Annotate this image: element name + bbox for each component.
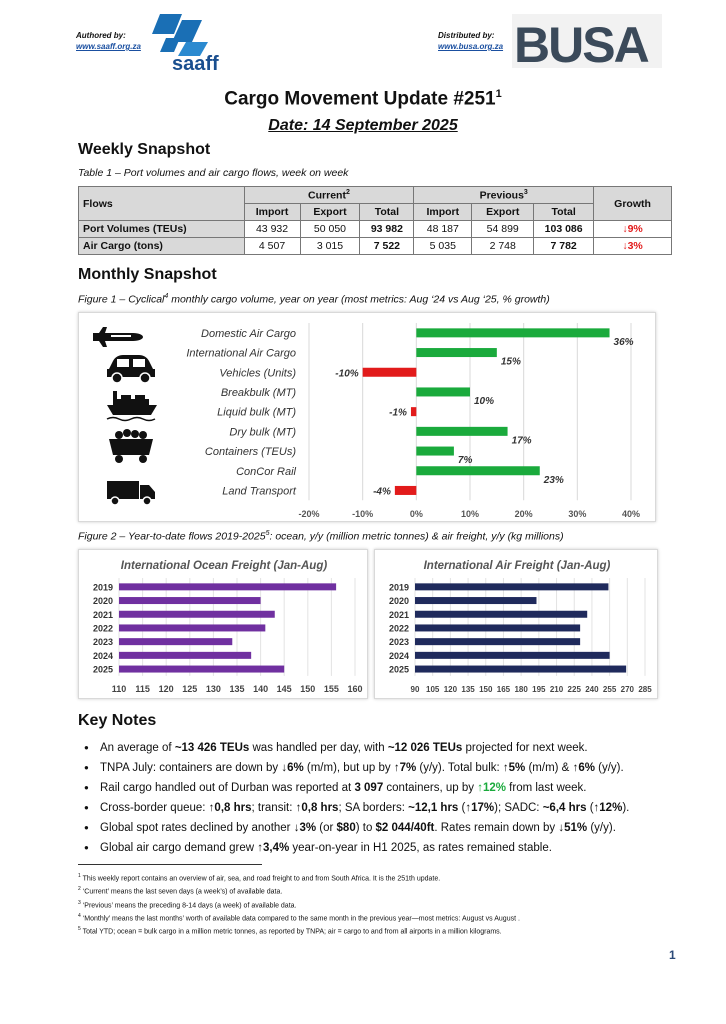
figure1-caption: Figure 1 – Cyclical$^4$ monthly cargo volume, year on year (most metrics: Aug ‘24 vs Aug ‘25, % growth): [78, 293, 550, 306]
data-label: -10%: [335, 368, 359, 380]
data-label: 7%: [457, 455, 473, 467]
x-tick-label: 270: [620, 685, 634, 694]
authored-block: [76, 30, 141, 52]
bar: [415, 583, 608, 590]
bar: [119, 638, 232, 645]
list-item: ● Cross-border queue: ↑0,8 hrs; transit: ↑0,8 hrs; SA borders: ~12,1 hrs (↑17%); SADC: ~6,4 hrs (↑12%).: [78, 798, 698, 818]
category-label: 2020: [388, 596, 409, 607]
category-label: 2021: [388, 609, 409, 620]
authored-label: Authored by:: [76, 31, 126, 40]
x-tick-label: 115: [135, 684, 150, 694]
bar: [119, 652, 251, 659]
report-date: Date: 14 September 2025: [268, 117, 458, 134]
data-label: 17%: [511, 435, 532, 447]
category-label: 2025: [92, 664, 113, 675]
figure1-chart: [78, 312, 656, 522]
bar: [416, 348, 497, 357]
busa-logo-text: BUSA: [514, 17, 648, 68]
x-tick-label: 240: [585, 685, 599, 694]
bar: [416, 328, 609, 337]
category-label: ConCor Rail: [236, 465, 296, 478]
bar: [119, 666, 284, 673]
x-tick-label: 125: [182, 684, 198, 694]
col-prev-total: Total: [534, 204, 594, 221]
busa-link[interactable]: www.busa.org.za: [438, 42, 504, 51]
coal-wagon-icon: [109, 429, 153, 463]
x-tick-label: 90: [410, 685, 420, 694]
category-label: 2019: [92, 582, 113, 593]
weekly-heading: Weekly Snapshot: [78, 141, 211, 158]
bar: [395, 486, 416, 495]
table-row: Port Volumes (TEUs) 43 932 50 050 93 982 48 187 54 899 103 086 ↓9%: [79, 221, 672, 238]
flows-table: [78, 186, 672, 255]
list-item: ● TNPA July: containers are down by ↓6% (m/m), but up by ↑7% (y/y). Total bulk: ↑5% (m/m) & ↑6% (y/y).: [78, 758, 698, 778]
bar: [119, 624, 265, 631]
category-label: 2022: [92, 623, 113, 634]
bar: [416, 466, 539, 475]
truck-icon: [107, 481, 155, 505]
x-tick-label: 10%: [460, 509, 480, 519]
list-item: ● Rail cargo handled out of Durban was reported at 3 097 containers, up by ↑12% from last week.: [78, 778, 698, 798]
footnote: $^1$ This weekly report contains an overview of air, sea, and road freight to and from South Africa. It is the 251th update.: [78, 873, 441, 883]
x-tick-label: -10%: [352, 509, 374, 519]
page-number: 1: [669, 948, 676, 962]
bar: [416, 387, 470, 396]
x-tick-label: 145: [276, 684, 292, 694]
x-tick-label: 150: [300, 684, 316, 694]
data-label: 23%: [543, 474, 564, 486]
category-label: Dry bulk (MT): [229, 426, 296, 439]
bar: [411, 407, 416, 416]
bar: [415, 638, 580, 645]
footnote: $^4$ ‘Monthly’ means the last months’ worth of available data compared to the same month in the previous year—most metrics: August vs August .: [78, 912, 520, 923]
x-tick-label: 285: [638, 685, 652, 694]
bar: [415, 597, 536, 604]
x-tick-label: 150: [479, 685, 493, 694]
footnote: $^3$ ‘Previous’ means the preceding 8-14 days (a week) of available data.: [78, 899, 297, 909]
figure1-svg: [79, 313, 657, 523]
x-tick-label: 135: [229, 684, 245, 694]
list-item: ● Global spot rates declined by another ↓3% (or $80) to $2 044/40ft. Rates remain down by ↓51% (y/y).: [78, 818, 698, 838]
col-cur-export: Export: [300, 204, 360, 221]
col-flows: Flows: [79, 187, 245, 221]
category-label: Vehicles (Units): [219, 367, 296, 380]
busa-logo: [512, 14, 662, 68]
col-prev-import: Import: [414, 204, 472, 221]
bar: [363, 368, 417, 377]
x-tick-label: 110: [111, 684, 127, 694]
category-label: Breakbulk (MT): [220, 386, 296, 399]
col-prev-export: Export: [472, 204, 534, 221]
col-cur-import: Import: [244, 204, 300, 221]
saaff-link[interactable]: www.saaff.org.za: [76, 42, 141, 51]
col-growth: Growth: [594, 187, 672, 221]
chart-title: International Ocean Freight (Jan-Aug): [120, 560, 328, 572]
category-label: Land Transport: [222, 485, 296, 498]
category-label: 2022: [388, 623, 409, 634]
bar: [416, 447, 454, 456]
car-icon: [107, 355, 155, 383]
x-tick-label: 140: [253, 684, 269, 694]
category-label: 2019: [388, 582, 409, 593]
bar: [415, 611, 587, 618]
category-label: 2025: [388, 664, 409, 675]
air-freight-chart: [374, 549, 658, 699]
category-label: 2024: [92, 650, 113, 661]
category-label: Domestic Air Cargo: [201, 327, 296, 340]
category-label: 2021: [92, 609, 113, 620]
x-tick-label: 255: [602, 685, 617, 694]
saaff-logo: [152, 12, 244, 72]
category-label: 2023: [92, 637, 113, 648]
x-tick-label: 30%: [568, 509, 587, 519]
col-previous: Previous$^3$: [414, 187, 594, 204]
ship-icon: [107, 391, 157, 421]
key-notes-list: [78, 738, 698, 858]
x-tick-label: 105: [426, 685, 440, 694]
footnote: $^2$ ‘Current’ means the last seven days (a week’s) of available data.: [78, 886, 283, 896]
table-row: Air Cargo (tons) 4 507 3 015 7 522 5 035 2 748 7 782 ↓3%: [79, 238, 672, 255]
chart-title: International Air Freight (Jan-Aug): [423, 560, 611, 572]
col-cur-total: Total: [360, 204, 414, 221]
category-label: 2023: [388, 637, 409, 648]
bar: [415, 624, 580, 631]
x-tick-label: 0%: [409, 509, 423, 519]
x-tick-label: 130: [205, 684, 221, 694]
bar: [416, 427, 507, 436]
figure2-caption: Figure 2 – Year-to-date flows 2019-2025$^5$: ocean, y/y (million metric tonnes) & air freight, y/y (kg millions): [78, 530, 564, 543]
category-label: 2024: [388, 650, 409, 661]
distributed-label: Distributed by:: [438, 31, 495, 40]
airplane-icon: [93, 327, 143, 347]
key-notes-heading: Key Notes: [78, 712, 157, 729]
x-tick-label: 155: [323, 684, 339, 694]
list-item: ● Global air cargo demand grew ↑3,4% year-on-year in H1 2025, as rates remained stable.: [78, 838, 698, 858]
x-tick-label: 165: [496, 685, 511, 694]
bar: [119, 611, 275, 618]
distributed-block: [438, 30, 503, 52]
x-tick-label: 120: [443, 685, 458, 694]
category-label: International Air Cargo: [186, 347, 296, 360]
x-tick-label: 20%: [514, 509, 533, 519]
page-title: Cargo Movement Update $\#251^1$: [224, 88, 502, 110]
list-item: ● An average of ~13 426 TEUs was handled per day, with ~12 026 TEUs projected for next week.: [78, 738, 698, 758]
bar: [119, 597, 261, 604]
table1-caption: Table 1 – Port volumes and air cargo flows, week on week: [78, 167, 349, 179]
category-label: Containers (TEUs): [204, 446, 296, 459]
category-label: 2020: [92, 596, 113, 607]
bar: [415, 666, 626, 673]
x-tick-label: 225: [567, 685, 581, 694]
ocean-freight-chart: [78, 549, 368, 699]
x-tick-label: -20%: [298, 509, 320, 519]
x-tick-label: 195: [532, 685, 546, 694]
footnotes: [78, 871, 678, 938]
monthly-heading: Monthly Snapshot: [78, 266, 217, 283]
data-label: -1%: [389, 407, 407, 419]
footnote: $^5$ Total YTD; ocean = bulk cargo in a million metric tonnes, as reported by TNPA; air = cargo to and from all airports in a million kilograms.: [78, 926, 502, 936]
bar: [415, 652, 610, 659]
x-tick-label: 180: [514, 685, 528, 694]
x-tick-label: 135: [461, 685, 475, 694]
saaff-logo-text: saaff: [172, 53, 219, 72]
bar: [119, 583, 336, 590]
x-tick-label: 120: [158, 684, 174, 694]
x-tick-label: 210: [549, 685, 564, 694]
category-label: Liquid bulk (MT): [217, 406, 296, 419]
data-label: 10%: [474, 395, 495, 407]
x-tick-label: 160: [347, 684, 363, 694]
data-label: 15%: [500, 356, 521, 368]
footnote-divider: [78, 864, 262, 865]
col-current: Current$^2$: [244, 187, 414, 204]
x-tick-label: 40%: [621, 509, 641, 519]
data-label: -4%: [373, 486, 391, 498]
data-label: 36%: [613, 336, 634, 348]
